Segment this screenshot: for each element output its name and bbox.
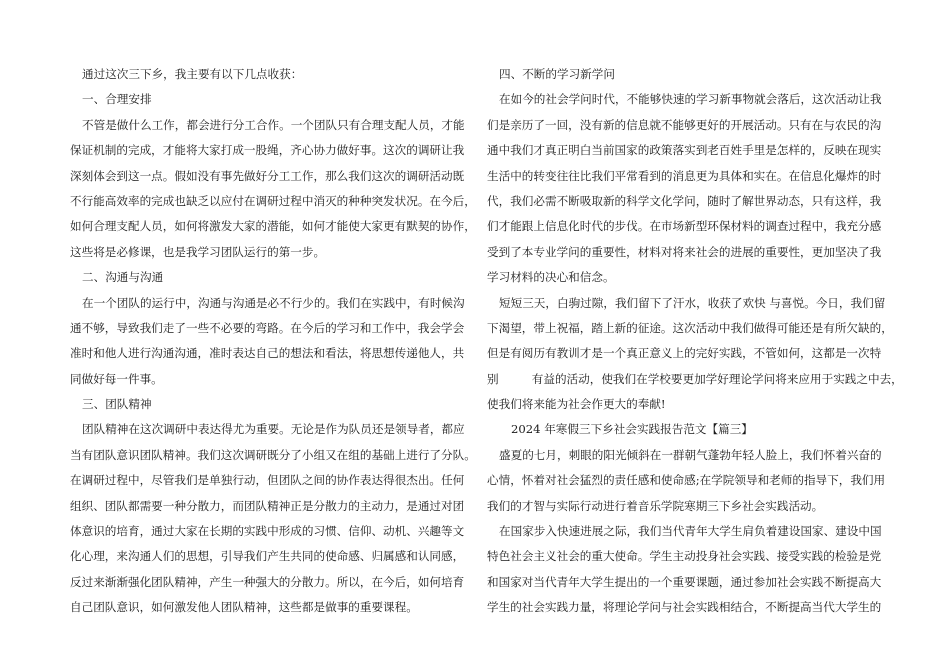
paragraph-line: 盛夏的七月，刺眼的阳光倾斜在一群朝气蓬勃年轻人脸上，我们怀着兴奋的 <box>499 447 882 462</box>
paragraph-line: 学生的社会实践力量，将理论学问与社会实践相结合，不断提高当代大学生的 <box>487 600 882 615</box>
paragraph-line: 准时和他人进行沟通沟通，准时表达自己的想法和看法，将思想传递他人，共 <box>70 346 465 361</box>
paragraph-line: 和国家对当代青年大学生提出的一个重要课题，通过参加社会实践不断提高大 <box>487 574 882 589</box>
paragraph-line: 代，我们必需不断吸取新的科学文化学问，随时了解世界动态，只有这样，我 <box>487 193 882 208</box>
paragraph-line: 在国家步入快速进展之际，我们当代青年大学生肩负着建设国家、建设中国 <box>499 524 882 539</box>
paragraph-line: 在一个团队的运行中，沟通与沟通是必不行少的。我们在实践中，有时候沟 <box>82 295 465 310</box>
section-heading: 一、合理安排 <box>82 92 152 107</box>
paragraph-line: 深刻体会到这一点。假如没有事先做好分工工作，那么我们这次的调研活动既 <box>70 168 465 183</box>
paragraph-line: 但是有阅历有教训才是一个真正意义上的完好实践，不管如何，这都是一次特 <box>487 346 882 361</box>
paragraph-line: 团队精神在这次调研中表达得尤为重要。无论是作为队员还是领导者，都应 <box>82 422 465 437</box>
paragraph-line: 这些将是必修课，也是我学习团队运行的第一步。 <box>70 244 326 259</box>
paragraph-line: 在调研过程中，尽管我们是单独行动，但团队之间的协作表达得很杰出。任何 <box>70 473 465 488</box>
section-heading: 三、团队精神 <box>82 397 152 412</box>
intro-line: 通过这次三下乡，我主要有以下几点收获： <box>82 67 303 81</box>
paragraph-line: 生活中的转变往往比我们平常看到的消息更为具体和实在。在信息化爆炸的时 <box>487 168 882 183</box>
paragraph-line: 不行能高效率的完成也缺乏以应付在调研过程中消灭的种种突发状况。在今后， <box>70 193 476 208</box>
paragraph-line: 下渴望，带上祝福，踏上新的征途。这次活动中我们做得可能还是有所欠缺的， <box>487 320 893 335</box>
paragraph-line: 心情，怀着对社会猛烈的责任感和使命感;在学院领导和老师的指导下，我们用 <box>487 473 886 488</box>
paragraph-line: 受到了本专业学问的重要性，材料对将来社会的进展的重要性，更加坚决了我 <box>487 244 882 259</box>
paragraph-line: 们是亲历了一回，没有新的信息就不能够更好的开展活动。只有在与农民的沟 <box>487 117 882 132</box>
paragraph-line: 当有团队意识团队精神。我们这次调研既分了小组又在组的基础上进行了分队。 <box>70 447 476 462</box>
paragraph-line: 在如今的社会学问时代，不能够快速的学习新事物就会落后，这次活动让我 <box>499 92 882 107</box>
paragraph-line: 别 有益的活动，使我们在学校要更加学好理论学问将来应用于实践之中去， <box>487 371 903 386</box>
paragraph-line: 组织、团队都需要一种分散力，而团队精神正是分散力的主动力，是通过对团 <box>70 498 465 513</box>
paragraph-line: 化心理，来沟通人们的思想，引导我们产生共同的使命感、归属感和认同感， <box>70 549 465 564</box>
paragraph-line: 短短三天，白驹过隙，我们留下了汗水，收获了欢快 与喜悦。今日，我们留 <box>499 295 886 310</box>
paragraph-line: 通不够，导致我们走了一些不必要的弯路。在今后的学习和工作中，我会学会 <box>70 320 465 335</box>
paragraph-line: 反过来渐渐强化团队精神，产生一种强大的分散力。所以，在今后，如何培育 <box>70 574 465 589</box>
paragraph-line: 学习材料的决心和信念。 <box>487 270 615 285</box>
paragraph-line: 使我们将来能为社会作更大的奉献! <box>487 397 666 412</box>
article-title: 2024 年寒假三下乡社会实践报告范文【篇三】 <box>511 422 753 437</box>
paragraph-line: 保证机制的完成，才能将大家打成一股绳，齐心协力做好事。这次的调研让我 <box>70 143 465 158</box>
right-column <box>487 62 903 621</box>
paragraph-line: 如何合理支配人员，如何将激发大家的潜能，如何才能使大家更有默契的协作， <box>70 219 476 234</box>
section-heading: 二、沟通与沟通 <box>82 270 164 285</box>
paragraph-line: 通中我们才真正明白当前国家的政策落实到老百姓手里是怎样的，反映在现实 <box>487 143 882 158</box>
paragraph-line: 自己团队意识，如何激发他人团队精神，这些都是做事的重要课程。 <box>70 600 418 615</box>
paragraph-line: 特色社会主义社会的重大使命。学生主动投身社会实践、接受实践的检验是党 <box>487 549 882 564</box>
section-heading: 四、不断的学习新学问 <box>499 67 615 81</box>
paragraph-line: 同做好每一件事。 <box>70 371 163 386</box>
paragraph-line: 们才能跟上信息化时代的步伐。在市场新型环保材料的调查过程中，我充分感 <box>487 219 882 234</box>
paragraph-line: 不管是做什么工作，都会进行分工合作。一个团队只有合理支配人员，才能 <box>82 117 465 132</box>
paragraph-line: 体意识的培育，通过大家在长期的实践中形成的习惯、信仰、动机、兴趣等文 <box>70 524 465 539</box>
paragraph-line: 我们的才智与实际行动进行着音乐学院寒期三下乡社会实践活动。 <box>487 498 824 513</box>
left-column <box>70 62 476 621</box>
